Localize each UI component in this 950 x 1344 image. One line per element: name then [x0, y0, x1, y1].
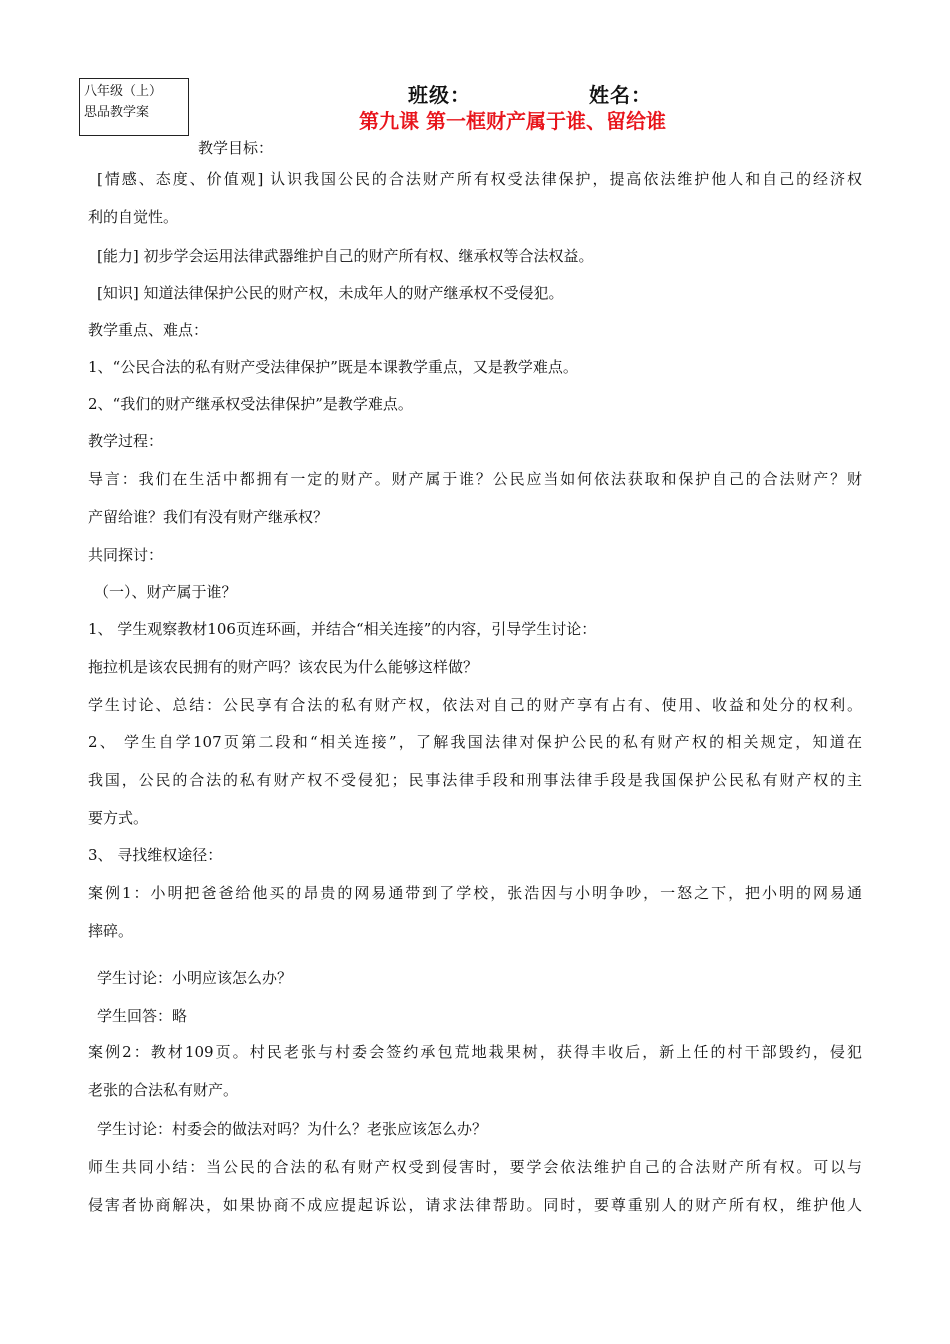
text-line: 师生共同小结：当公民的合法的私有财产权受到侵害时，要学会依法维护自己的合法财产所有权。可以与 [88, 1158, 862, 1176]
text-line: 1、 学生观察教材106页连环画，并结合“相关连接”的内容，引导学生讨论： [88, 620, 597, 638]
text-line: 案例2：教材109页。村民老张与村委会签约承包荒地栽果树，获得丰收后，新上任的村干部毁约，侵犯 [88, 1043, 862, 1061]
text-line: [情感、态度、价值观] 认识我国公民的合法财产所有权受法律保护，提高依法维护他人和自己的经济权 [97, 170, 862, 188]
grade-box [79, 78, 189, 136]
text-line: 共同探讨： [88, 546, 164, 564]
text-line: （一）、财产属于谁？ [94, 583, 237, 601]
text-line: 侵害者协商解决，如果协商不成应提起诉讼，请求法律帮助。同时，要尊重别人的财产所有权，维护他人 [88, 1196, 862, 1214]
class-name-row [408, 79, 652, 108]
name-label: 姓名： [589, 83, 652, 107]
text-line: 2、 学生自学107页第二段和“相关连接”，了解我国法律对保护公民的私有财产权的相关规定，知道在 [88, 733, 862, 751]
text-line: 1、“公民合法的私有财产受法律保护”既是本课教学重点，又是教学难点。 [88, 358, 578, 376]
text-line: 产留给谁？我们有没有财产继承权？ [88, 508, 329, 526]
text-line: 老张的合法私有财产。 [88, 1081, 239, 1099]
class-label: 班级： [408, 83, 471, 107]
text-line: 摔碎。 [88, 922, 134, 940]
text-line: 学生讨论：村委会的做法对吗？为什么？老张应该怎么办？ [97, 1120, 488, 1138]
text-line: 学生讨论：小明应该怎么办？ [97, 969, 293, 987]
text-line: 案例1：小明把爸爸给他买的昂贵的网易通带到了学校，张浩因与小明争吵，一怒之下，把小明的网易通 [88, 884, 862, 902]
text-line: 我国，公民的合法的私有财产权不受侵犯；民事法律手段和刑事法律手段是我国保护公民私有财产权的主 [88, 771, 862, 789]
text-line: [能力] 初步学会运用法律武器维护自己的财产所有权、继承权等合法权益。 [97, 247, 594, 265]
subject-label: 思品教学案 [84, 105, 150, 120]
text-line: 教学过程： [88, 432, 164, 450]
text-line: 要方式。 [88, 809, 149, 827]
lesson-title: 第九课 第一框财产属于谁、留给谁 [359, 109, 666, 133]
grade-label: 八年级（上） [84, 84, 163, 99]
text-line: 拖拉机是该农民拥有的财产吗？该农民为什么能够这样做？ [88, 658, 479, 676]
text-line: 导言：我们在生活中都拥有一定的财产。财产属于谁？公民应当如何依法获取和保护自己的合法财产？财 [88, 470, 862, 488]
text-line: 2、“我们的财产继承权受法律保护”是教学难点。 [88, 395, 413, 413]
text-line: 利的自觉性。 [88, 208, 179, 226]
text-line: 学生讨论、总结：公民享有合法的私有财产权，依法对自己的财产享有占有、使用、收益和处分的权利。 [88, 696, 862, 714]
text-line: [知识] 知道法律保护公民的财产权，未成年人的财产继承权不受侵犯。 [97, 284, 564, 302]
text-line: 学生回答：略 [97, 1007, 188, 1025]
text-line: 3、 寻找维权途径： [88, 846, 223, 864]
text-line: 教学目标： [198, 139, 274, 157]
text-line: 教学重点、难点： [88, 321, 209, 339]
